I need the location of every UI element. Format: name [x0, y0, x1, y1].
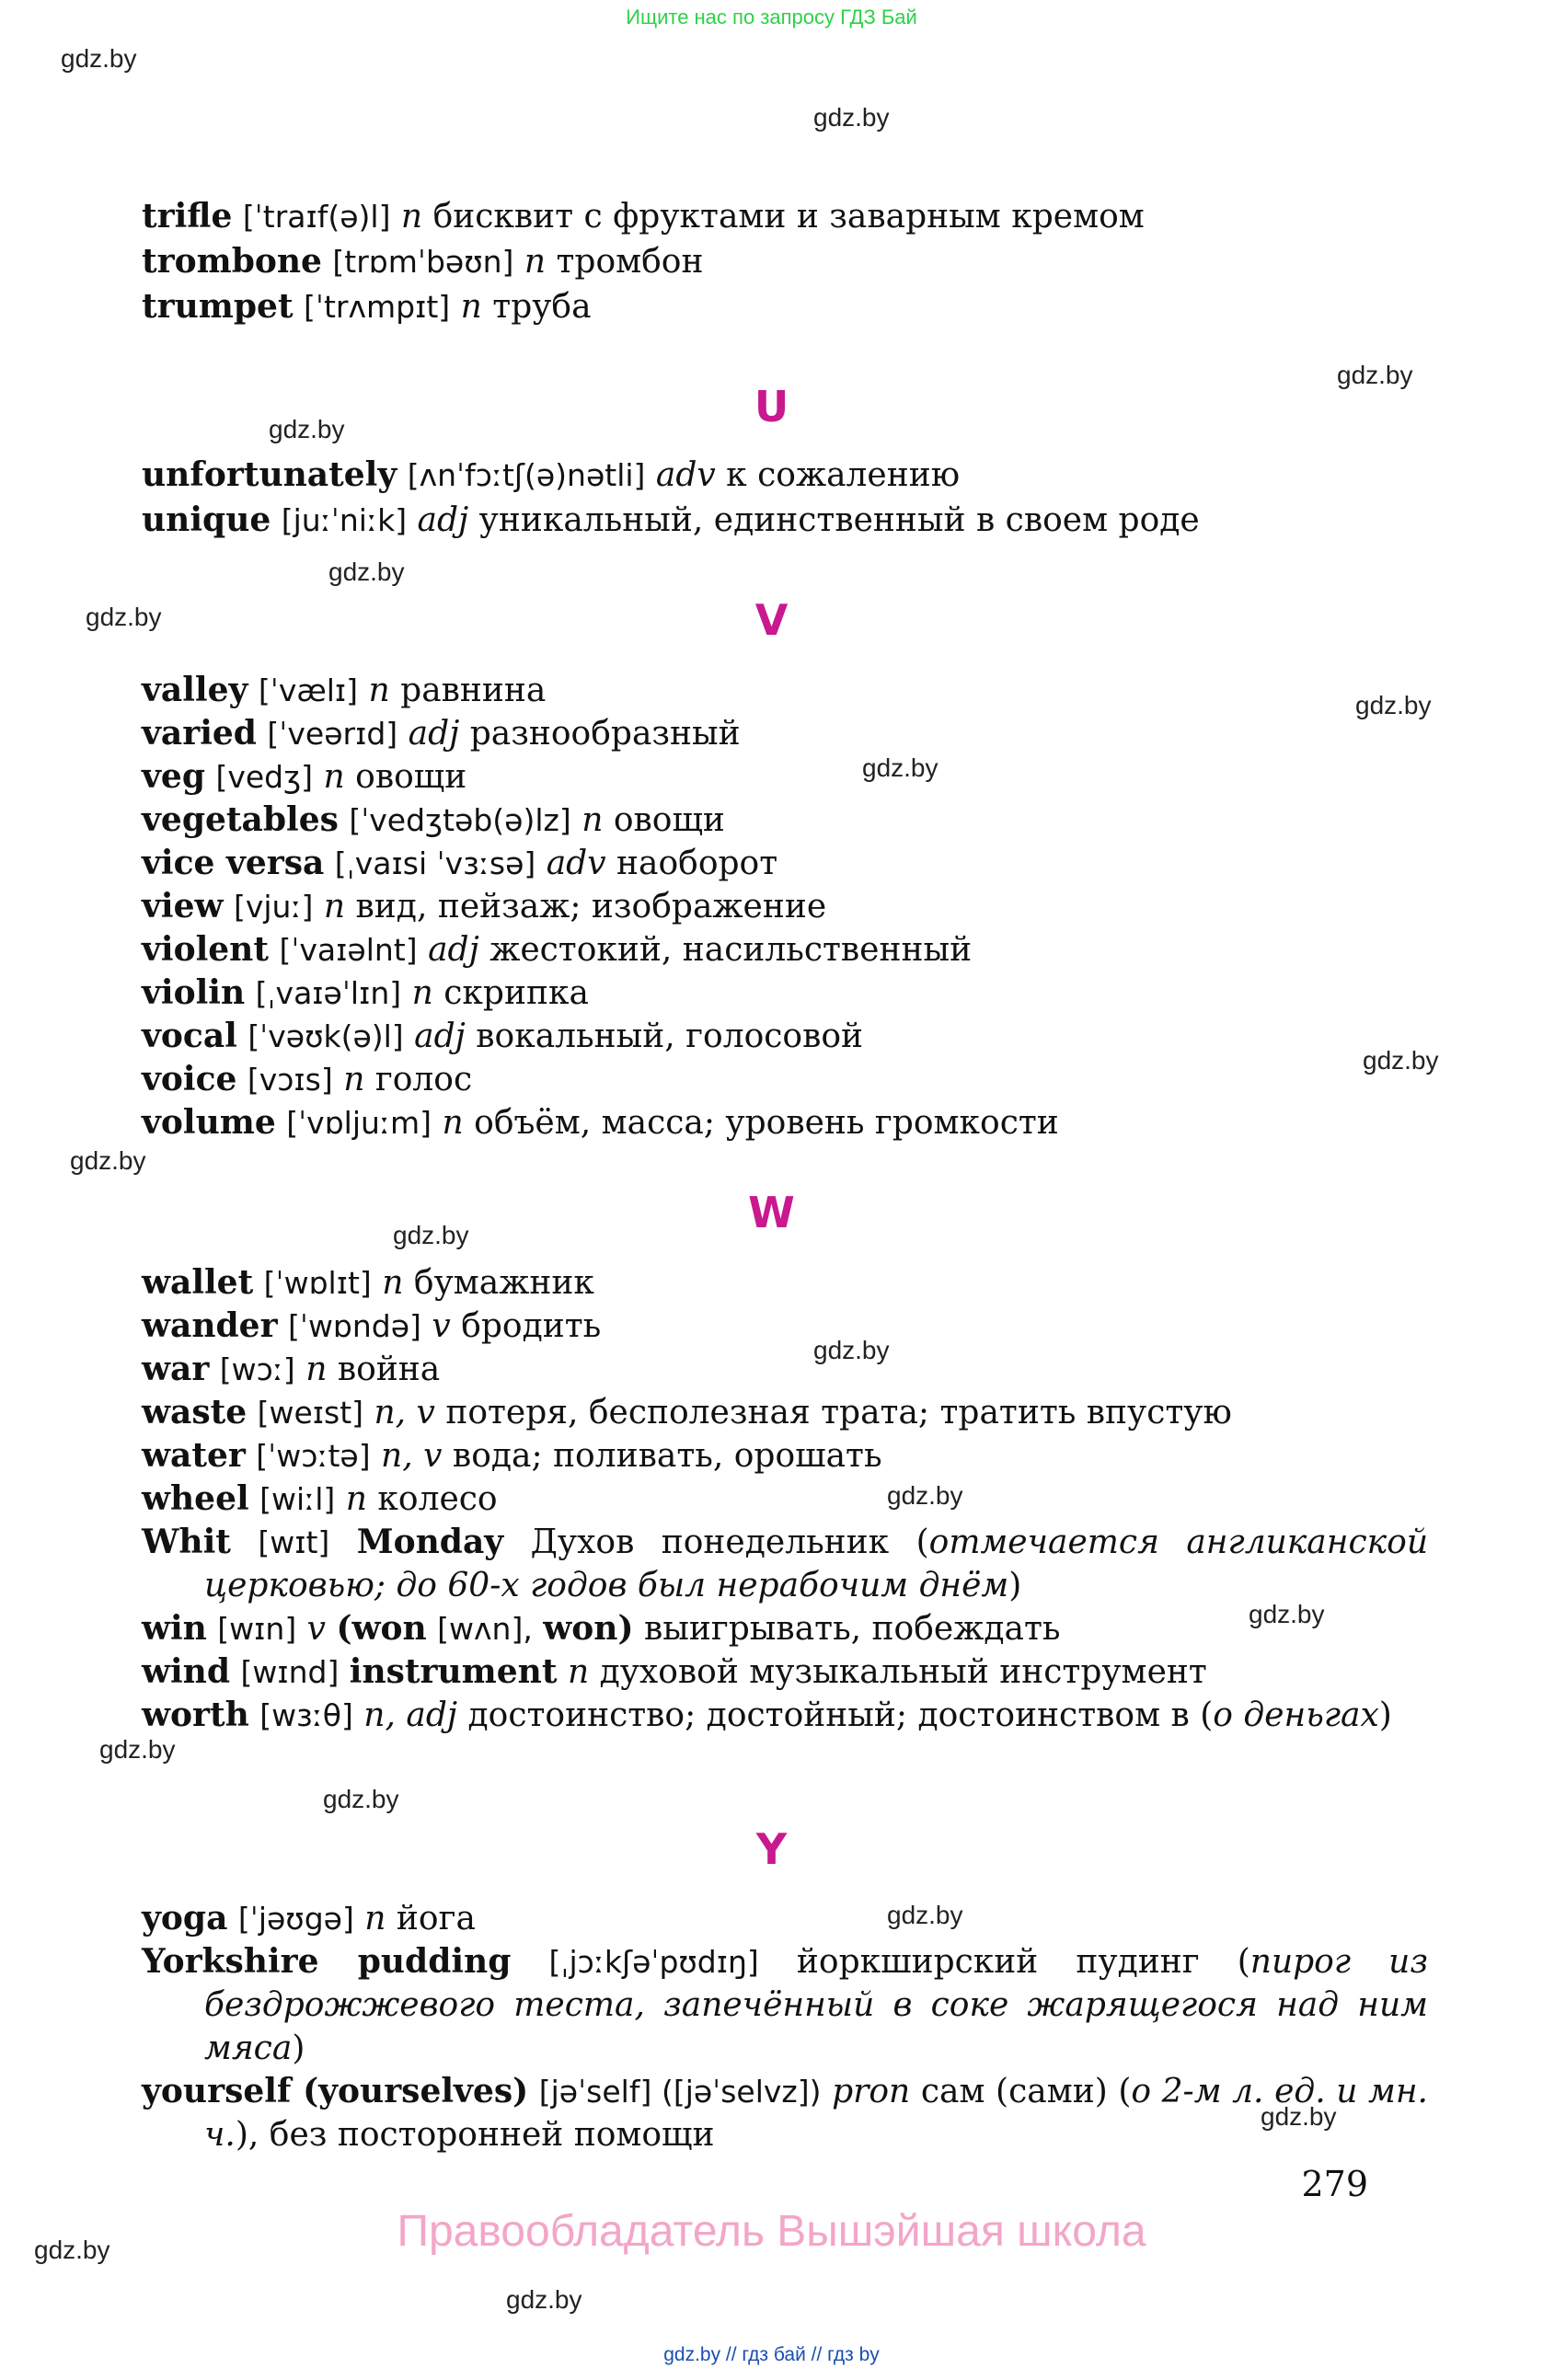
entry-worth: worth [wɜːθ] n, adj достоинство; достойный; достоинством в (о деньгах) — [142, 1696, 1392, 1734]
top-search-banner: Ищите нас по запросу ГДЗ Бай — [626, 6, 917, 29]
entry-trombone: trombone [trɒmˈbəʊn] n тромбон — [142, 242, 704, 281]
entry-yorkshire-pudding: Yorkshire pudding [ˌjɔːkʃəˈpʊdɪŋ] йоркширский пудинг (пирог из бездрожжевого теста, запечённый в соке жарящегося над ним мяса) — [142, 1942, 1428, 2067]
section-heading-w: W — [748, 1188, 795, 1237]
watermark: gdz.by — [323, 1785, 399, 1813]
entry-wind-instrument: wind [wɪnd] instrument n духовой музыкальный инструмент — [142, 1652, 1207, 1691]
entry-view: view [vjuː] n вид, пейзаж; изображение — [142, 887, 827, 926]
entry-waste: waste [weɪst] n, v потеря, бесполезная трата; тратить впустую — [142, 1393, 1232, 1431]
entry-vocal: vocal [ˈvəʊk(ə)l] adj вокальный, голосовой — [142, 1017, 864, 1055]
watermark: gdz.by — [813, 103, 890, 132]
entry-violent: violent [ˈvaɪəlnt] adj жестокий, насильственный — [142, 930, 973, 969]
entry-yoga: yoga [ˈjəʊgə] n йога — [142, 1899, 476, 1937]
watermark: gdz.by — [887, 1901, 963, 1929]
entry-water: water [ˈwɔːtə] n, v вода; поливать, орошать — [142, 1436, 882, 1475]
entry-win: win [wɪn] v (won [wʌn], won) выигрывать, побеждать — [142, 1609, 1061, 1648]
section-heading-y: Y — [755, 1824, 788, 1874]
entry-vice-versa: vice versa [ˌvaɪsi ˈvɜːsə] adv наоборот — [142, 844, 778, 882]
watermark: gdz.by — [506, 2285, 582, 2314]
watermark: gdz.by — [1249, 1600, 1325, 1628]
entry-war: war [wɔː] n война — [142, 1350, 441, 1388]
watermark: gdz.by — [813, 1336, 890, 1364]
watermark: gdz.by — [393, 1221, 469, 1249]
entry-wander: wander [ˈwɒndə] v бродить — [142, 1306, 602, 1345]
entry-varied: varied [ˈveərɪd] adj разнообразный — [142, 714, 741, 753]
entry-trifle: trifle [ˈtraɪf(ə)l] n бисквит с фруктами и заварным кремом — [142, 197, 1145, 236]
entry-wallet: wallet [ˈwɒlɪt] n бумажник — [142, 1263, 594, 1302]
watermark: gdz.by — [70, 1146, 146, 1175]
entry-volume: volume [ˈvɒljuːm] n объём, масса; уровень громкости — [142, 1103, 1059, 1142]
entry-trumpet: trumpet [ˈtrʌmpɪt] n труба — [142, 287, 592, 326]
watermark: gdz.by — [887, 1481, 963, 1510]
watermark: gdz.by — [1355, 691, 1432, 719]
watermark: gdz.by — [1363, 1046, 1439, 1075]
watermark: gdz.by — [61, 44, 137, 73]
watermark: gdz.by — [99, 1735, 176, 1764]
copyright-notice: Правообладатель Вышэйшая школа — [397, 2207, 1146, 2256]
section-heading-u: U — [754, 382, 789, 431]
watermark: gdz.by — [86, 603, 162, 631]
entry-violin: violin [ˌvaɪəˈlɪn] n скрипка — [142, 973, 589, 1012]
watermark: gdz.by — [1337, 361, 1413, 389]
watermark: gdz.by — [34, 2236, 110, 2264]
watermark: gdz.by — [1261, 2102, 1337, 2131]
watermark: gdz.by — [328, 558, 405, 586]
entry-veg: veg [vedʒ] n овощи — [142, 757, 467, 796]
entry-voice: voice [vɔɪs] n голос — [142, 1060, 473, 1098]
entry-unfortunately: unfortunately [ʌnˈfɔːtʃ(ə)nətli] adv к сожалению — [142, 455, 961, 494]
watermark: gdz.by — [862, 753, 938, 782]
entry-vegetables: vegetables [ˈvedʒtəb(ə)lz] n овощи — [142, 800, 725, 839]
entry-valley: valley [ˈvælɪ] n равнина — [142, 671, 547, 709]
entry-wheel: wheel [wiːl] n колесо — [142, 1479, 498, 1518]
entry-yourself: yourself (yourselves) [jəˈself] ([jəˈselvz]) pron сам (сами) (о 2-м л. ед. и мн. ч.), без посторонней помощи — [142, 2072, 1428, 2154]
entry-unique: unique [juːˈniːk] adj уникальный, единственный в своем роде — [142, 500, 1200, 539]
entry-whit-monday: Whit [wɪt] Monday Духов понедельник (отмечается англиканской церковью; до 60-х годов был нерабочим днём) — [142, 1523, 1428, 1604]
footer-links: gdz.by // гдз бай // гдз by — [663, 2344, 880, 2365]
watermark: gdz.by — [269, 415, 345, 443]
page-number: 279 — [1301, 2164, 1368, 2204]
section-heading-v: V — [754, 595, 789, 645]
